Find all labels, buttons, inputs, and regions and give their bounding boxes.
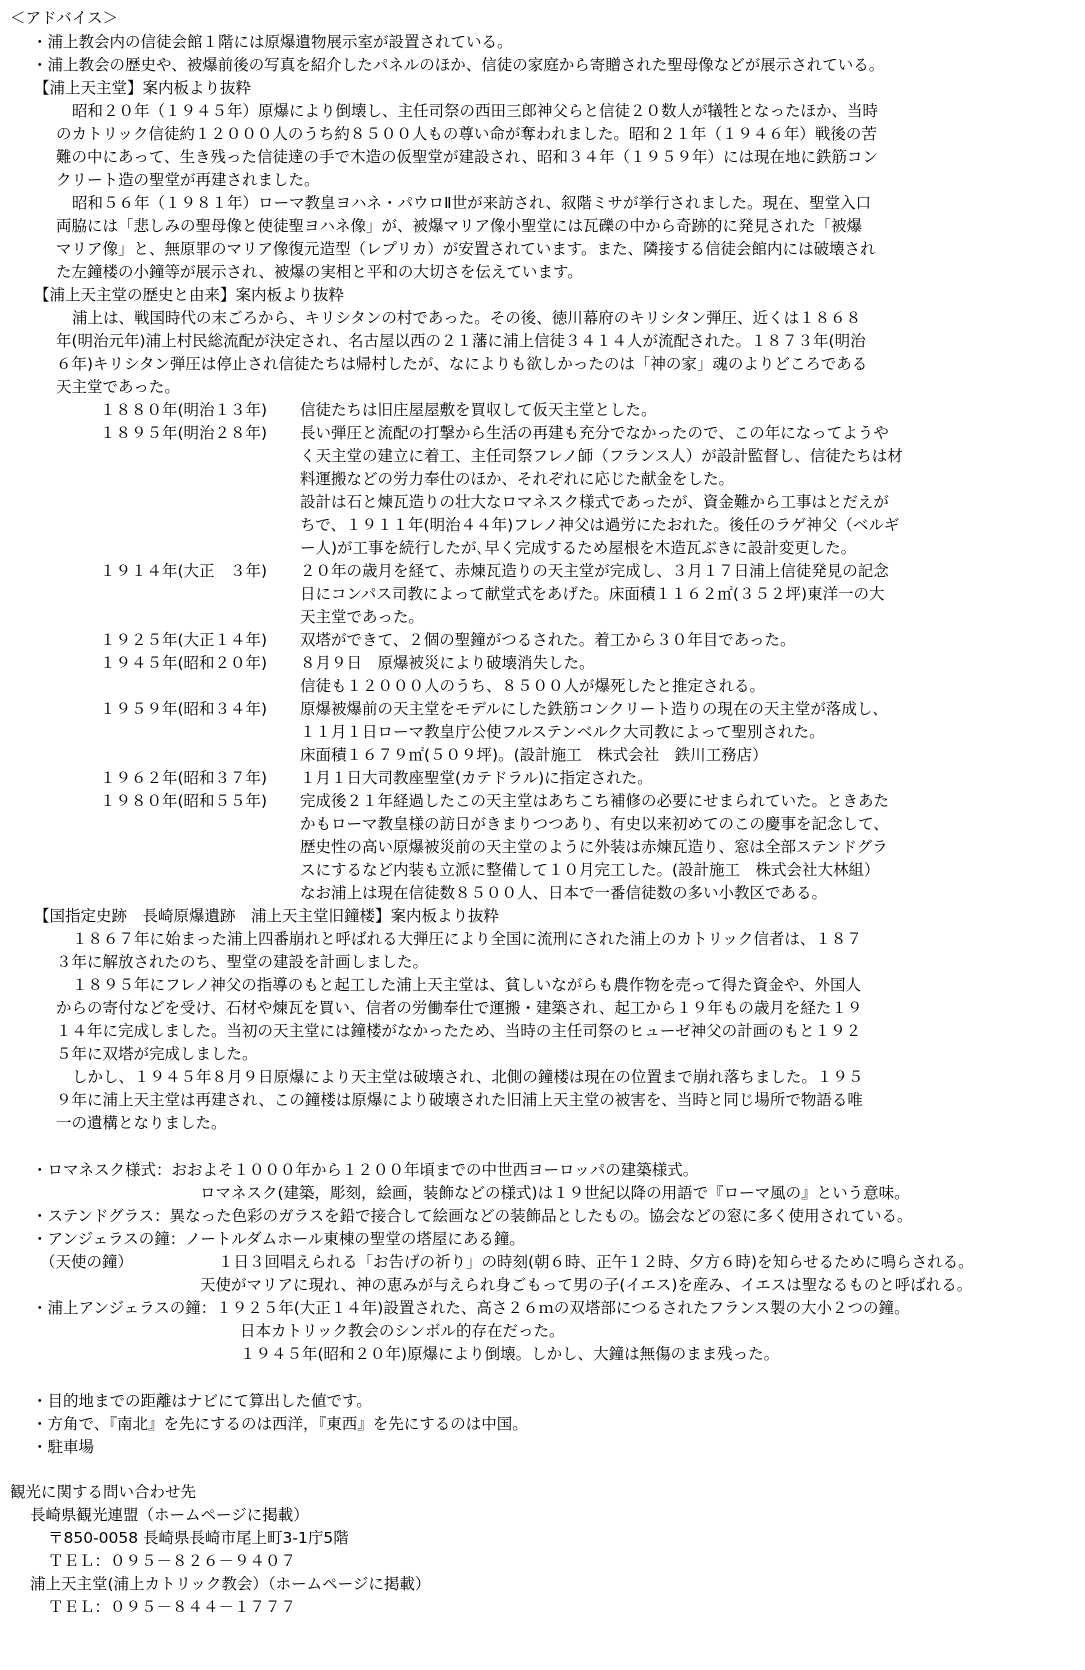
body-line: １８９５年にフレノ神父の指導のもと起工した浦上天主堂は、貧しいながらも農作物を売って得た資金や、外国人 xyxy=(72,976,861,994)
body-line: １８６７年に始まった浦上四番崩れと呼ばれる大弾圧により全国に流刑にされた浦上のカトリック信者は、１８７ xyxy=(72,930,862,948)
contact-tel: ＴＥＬ：０９５－８４４－１７７７ xyxy=(48,1598,297,1616)
term-line: （天使の鐘） xyxy=(40,1253,134,1271)
contact-tel: ＴＥＬ：０９５－８２６－９４０７ xyxy=(48,1552,297,1570)
term-line: 日本カトリック教会のシンボル的存在だった。 xyxy=(240,1322,565,1340)
term-line: ・ステンドグラス：異なった色彩のガラスを鉛で接合して絵画などの装飾品としたもの。協会などの窓に多く使用されている。 xyxy=(32,1207,913,1225)
timeline-event: 歴史性の高い原爆被災前の天主堂のように外装は赤煉瓦造り、窓は全部ステンドグラ xyxy=(300,838,888,856)
timeline-date: １８８０年(明治１３年) xyxy=(100,401,268,419)
section-heading: 【浦上天主堂】案内板より抜粋 xyxy=(34,79,252,97)
timeline-event: 床面積１６７９㎡(５０９坪)。(設計施工 株式会社 鉄川工務店） xyxy=(300,746,768,764)
timeline-date: １９１４年(大正 ３年) xyxy=(100,562,268,580)
body-line: 難の中にあって、生き残った信徒達の手で木造の仮聖堂が建設され、昭和３４年（１９５９年）には現在地に鉄筋コン xyxy=(56,148,878,166)
note-line: ・目的地までの距離はナビにて算出した値です。 xyxy=(32,1392,372,1410)
body-line: ５年に双塔が完成しました。 xyxy=(56,1045,258,1063)
advice-heading: ＜アドバイス＞ xyxy=(10,9,119,27)
body-line: 昭和５６年（１９８１年）ローマ教皇ヨハネ・パウロⅡ世が来訪され、叙階ミサが挙行されました。現在、聖堂入口 xyxy=(72,194,872,212)
body-line: た左鐘楼の小鐘等が展示され、被爆の実相と平和の大切さを伝えています。 xyxy=(56,263,583,281)
timeline-event: なお浦上は現在信徒数８５００人、日本で一番信徒数の多い小教区である。 xyxy=(300,884,828,902)
term-line: 天使がマリアに現れ、神の恵みが与えられ身ごもって男の子(イエス)を産み、イエスは聖なるものと呼ばれる。 xyxy=(200,1276,973,1294)
timeline-event: １１月１日ローマ教皇庁公使フルステンベルク大司教によって聖別された。 xyxy=(300,723,825,741)
term-line: ・アンジェラスの鐘：ノートルダムホール東棟の聖堂の塔屋にある鐘。 xyxy=(32,1230,525,1248)
timeline-date: １９６２年(昭和３７年) xyxy=(100,769,268,787)
term-line: １９４５年(昭和２０年)原爆により倒壊。しかし、大鐘は無傷のまま残った。 xyxy=(240,1345,780,1363)
body-line: ６年)キリシタン弾圧は停止され信徒たちは帰村したが、なによりも欲しかったのは「神の家」魂のよりどころである xyxy=(56,355,868,373)
timeline-event: かもローマ教皇様の訪日がきまりつつあり、有史以来初めてのこの慶事を記念して、 xyxy=(300,815,889,833)
timeline-event: 信徒たちは旧庄屋屋敷を買収して仮天主堂とした。 xyxy=(300,401,657,419)
term-line: ・浦上アンジェラスの鐘：１９２５年(大正１４年)設置された、高さ２６ｍの双塔部につるされたフランス製の大小２つの鐘。 xyxy=(32,1299,910,1317)
timeline-date: １８９５年(明治２８年) xyxy=(100,424,268,442)
timeline-event: 日にコンパス司教によって献堂式をあげた。床面積１１６２㎡(３５２坪)東洋一の大 xyxy=(300,585,885,603)
timeline-event: ちで、１９１１年(明治４４年)フレノ神父は過労にたおれた。後任のラゲ神父（ベルギ xyxy=(300,516,900,534)
timeline-event: 設計は石と煉瓦造りの壮大なロマネスク様式であったが、資金難から工事はとだえが xyxy=(300,493,889,511)
timeline-event: １月１日大司教座聖堂(カテドラル)に指定された。 xyxy=(300,769,653,787)
body-line: 天主堂であった。 xyxy=(56,378,180,396)
body-line: 両脇には「悲しみの聖母像と使徒聖ヨハネ像」が、被爆マリア像小聖堂には瓦礫の中から奇跡的に発見された「被爆 xyxy=(56,217,863,235)
timeline-date: １９８０年(昭和５５年) xyxy=(100,792,268,810)
timeline-event: く天主堂の建立に着工、主任司祭フレノ師（フランス人）が設計監督し、信徒たちは材 xyxy=(300,447,903,465)
timeline-event: ８月９日 原爆被災により破壊消失した。 xyxy=(300,654,595,672)
intro-line: ・浦上教会内の信徒会館１階には原爆遺物展示室が設置されている。 xyxy=(32,33,513,51)
body-line: 年(明治元年)浦上村民総流配が決定され、名古屋以西の２１藩に浦上信徒３４１４人が流配された。１８７３年(明治 xyxy=(56,332,866,350)
body-line: クリート造の聖堂が再建されました。 xyxy=(56,171,320,189)
term-line: ロマネスク(建築，彫刻，絵画，装飾などの様式)は１９世紀以降の用語で『ローマ風の』という意味。 xyxy=(200,1184,910,1202)
section-heading: 【国指定史跡 長崎原爆遺跡 浦上天主堂旧鐘楼】案内板より抜粋 xyxy=(34,907,500,925)
intro-line: ・浦上教会の歴史や、被爆前後の写真を紹介したパネルのほか、信徒の家庭から寄贈された聖母像などが展示されている。 xyxy=(32,56,885,74)
timeline-date: １９２５年(大正１４年) xyxy=(100,631,268,649)
timeline-event: ２０年の歳月を経て、赤煉瓦造りの天主堂が完成し、３月１７日浦上信徒発見の記念 xyxy=(300,562,889,580)
body-line: 昭和２０年（１９４５年）原爆により倒壊し、主任司祭の西田三郎神父らと信徒２０数人が犠牲となったほか、当時 xyxy=(72,102,879,120)
section-heading: 【浦上天主堂の歴史と由来】案内板より抜粋 xyxy=(34,286,345,304)
body-line: １４年に完成しました。当初の天主堂には鐘楼がなかったため、当時の主任司祭のヒューゼ神父の計画のもと１９２ xyxy=(56,1022,862,1040)
timeline-event: 双塔ができて、２個の聖鐘がつるされた。着工から３０年目であった。 xyxy=(300,631,796,649)
timeline-event: 原爆被爆前の天主堂をモデルにした鉄筋コンクリート造りの現在の天主堂が落成し、 xyxy=(300,700,888,718)
note-line: ・駐車場 xyxy=(32,1438,95,1456)
timeline-event: 料運搬などの労力奉仕のほか、それぞれに応じた献金をした。 xyxy=(300,470,735,488)
body-line: マリア像」と、無原罪のマリア像復元造型（レプリカ）が安置されています。また、隣接する信徒会館内には破壊され xyxy=(56,240,876,258)
body-line: ９年に浦上天主堂は再建され、この鐘楼は原爆により破壊された旧浦上天主堂の被害を、当時と同じ場所で物語る唯 xyxy=(56,1091,863,1109)
contact-address: 〒850-0058 長崎県長崎市尾上町3-1庁5階 xyxy=(48,1529,349,1547)
timeline-event: 完成後２１年経過したこの天主堂はあちこち補修の必要にせまられていた。ときあた xyxy=(300,792,890,810)
timeline-event: 信徒も１２０００人のうち、８５００人が爆死したと推定される。 xyxy=(300,677,766,695)
body-line: からの寄付などを受け、石材や煉瓦を買い、信者の労働奉仕で運搬・建築され、起工から１９年もの歳月を経た１９ xyxy=(56,999,863,1017)
body-line: 浦上は、戦国時代の末ごろから、キリシタンの村であった。その後、徳川幕府のキリシタン弾圧、近くは１８６８ xyxy=(72,309,862,327)
contact-org: 浦上天主堂(浦上カトリック教会）（ホームページに掲載） xyxy=(30,1575,431,1593)
timeline-event: ー人)が工事を続行したが､早く完成するため屋根を木造瓦ぶきに設計変更した。 xyxy=(300,539,857,557)
term-line: ・ロマネスク様式：おおよそ１０００年から１２００年頃までの中世西ヨーロッパの建築様式。 xyxy=(32,1161,699,1179)
body-line: 一の遺構となりました。 xyxy=(56,1114,227,1132)
body-line: しかし、１９４５年８月９日原爆により天主堂は破壊され、北側の鐘楼は現在の位置まで崩れ落ちました。１９５ xyxy=(72,1068,864,1086)
timeline-event: 天主堂であった。 xyxy=(300,608,424,626)
note-line: ・方角で、『南北』を先にするのは西洋，『東西』を先にするのは中国。 xyxy=(32,1415,528,1433)
timeline-date: １９５９年(昭和３４年) xyxy=(100,700,268,718)
contact-heading: 観光に関する問い合わせ先 xyxy=(10,1483,197,1501)
term-line: １日３回唱えられる「お告げの祈り」の時刻(朝６時、正午１２時、夕方６時)を知らせるために鳴らされる。 xyxy=(218,1253,974,1271)
body-line: ３年に解放されたのち、聖堂の建設を計画しました。 xyxy=(56,953,429,971)
timeline-date: １９４５年(昭和２０年) xyxy=(100,654,268,672)
timeline-event: スにするなど内装も立派に整備して１０月完工した。(設計施工 株式会社大林組） xyxy=(300,861,880,879)
body-line: のカトリック信徒約１２０００人のうち約８５００人もの尊い命が奪われました。昭和２１年（１９４６年）戦後の苦 xyxy=(56,125,877,143)
contact-org: 長崎県観光連盟（ホームページに掲載） xyxy=(30,1506,309,1524)
timeline-event: 長い弾圧と流配の打撃から生活の再建も充分でなかったので、この年になってようや xyxy=(300,424,889,442)
